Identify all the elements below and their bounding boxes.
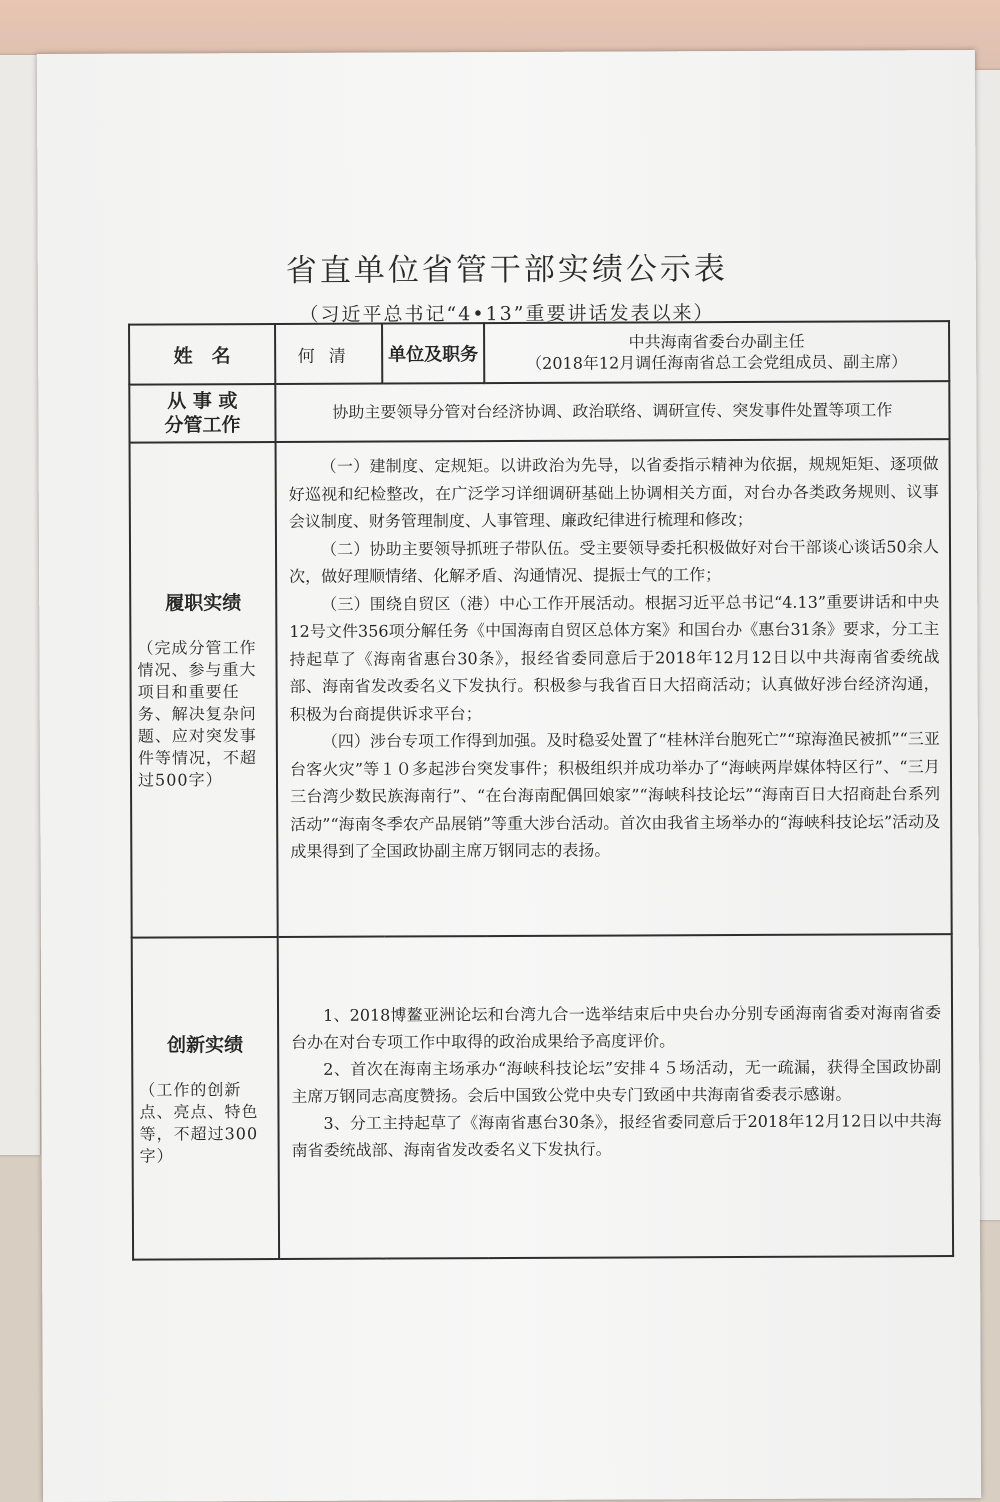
duty-text-cell [275,381,949,442]
performance-label: 履职实绩 [165,592,242,615]
innovation-paragraph: 3、分工主持起草了《海南省惠台30条》，报经省委同意后于2018年12月12日以中共海南省委统战部、海南省发改委名义下发执行。 [291,1111,942,1160]
innovation-note: （工作的创新点、亮点、特色等，不超过300字） [139,1079,259,1166]
innovation-paragraph: 1、2018博鳌亚洲论坛和台湾九合一选举结束后中央台办分别专函海南省委对海南省委台办在对台专项工作中取得的政治成果给予高度评价。 [291,1003,942,1052]
innovation-paragraph: 2、首次在海南主场承办“海峡科技论坛”安排４５场活动，无一疏漏，获得全国政协副主席万钢同志高度赞扬。会后中国致公党中央专门致函中共海南省委表示感谢。 [291,1057,942,1106]
performance-paragraph: （一）建制度、定规矩。以讲政治为先导，以省委指示精神为依据，规规矩矩、逐项做好巡视和纪检整改，在广泛学习详细调研基础上协调相关方面，对台办各类政务规则、议事会议制度、财务管理制度、人事管理、廉政纪律进行梳理和修改； [288,454,939,531]
performance-paragraph: （三）围绕自贸区（港）中心工作开展活动。根据习近平总书记“4.13”重要讲话和中央12号文件356项分解任务《中国海南自贸区总体方案》和国台办《惠台31条》要求，分工主持起草了《海南省惠台30条》，报经省委同意后于2018年12月12日以中共海南省委统战部、海南省发改委名义下发执行。积极参与我省百日大招商活动；认真做好涉台经济沟通，积极为台商提供诉求平台； [289,591,940,724]
name-label: 姓 名 [173,344,231,367]
posted-document [37,50,981,1502]
unit-label-cell [382,323,484,383]
performance-label-cell [130,442,278,938]
name-label-cell [129,324,275,385]
innovation-label-cell [132,937,279,1260]
innovation-content-cell [278,934,953,1259]
duty-text: 协助主要领导分管对台经济协调、政治联络、调研宣传、突发事件处置等项工作 [332,400,893,422]
duty-label-line-2: 分管工作 [164,414,241,437]
document-subtitle: （习近平总书记“4•13”重要讲话发表以来） [299,302,715,326]
unit-value-cell [484,321,949,383]
duty-label-line-1: 从 事 或 [167,390,238,413]
disclosure-form-table [128,320,954,1261]
unit-line-1: 中共海南省委台办副主任 [628,331,805,352]
innovation-label: 创新实绩 [167,1033,244,1056]
duty-label-cell [129,384,275,443]
unit-label: 单位及职务 [388,344,479,366]
performance-note: （完成分管工作情况、参与重大项目和重要任务、解决复杂问题、应对突发事件等情况，不超过500字） [137,638,257,790]
document-title: 省直单位省管干部实绩公示表 [285,251,728,289]
name-value-cell [275,324,382,384]
name-value: 何清 [297,346,360,367]
performance-paragraph: （二）协助主要领导抓班子带队伍。受主要领导委托积极做好对台干部谈心谈话50余人次，做好理顺情绪、化解矛盾、沟通情况、提振士气的工作； [289,536,940,586]
unit-line-2: （2018年12月调任海南省总工会党组成员、副主席） [526,352,908,373]
performance-content-cell [276,439,952,937]
performance-paragraph: （四）涉台专项工作得到加强。及时稳妥处置了“桂林洋台胞死亡”“琼海渔民被抓”“三亚台客火灾”等１０多起涉台突发事件；积极组织并成功举办了“海峡两岸媒体特区行”、“三月三台湾少数民族海南行”、“在台海南配偶回娘家”“海峡科技论坛”“海南百日大招商赴台系列活动”“海南冬季农产品展销”等重大涉台活动。首次由我省主场举办的“海峡科技论坛”活动及成果得到了全国政协副主席万钢同志的表扬。 [289,729,941,861]
adjacent-paper-left [0,55,40,1155]
